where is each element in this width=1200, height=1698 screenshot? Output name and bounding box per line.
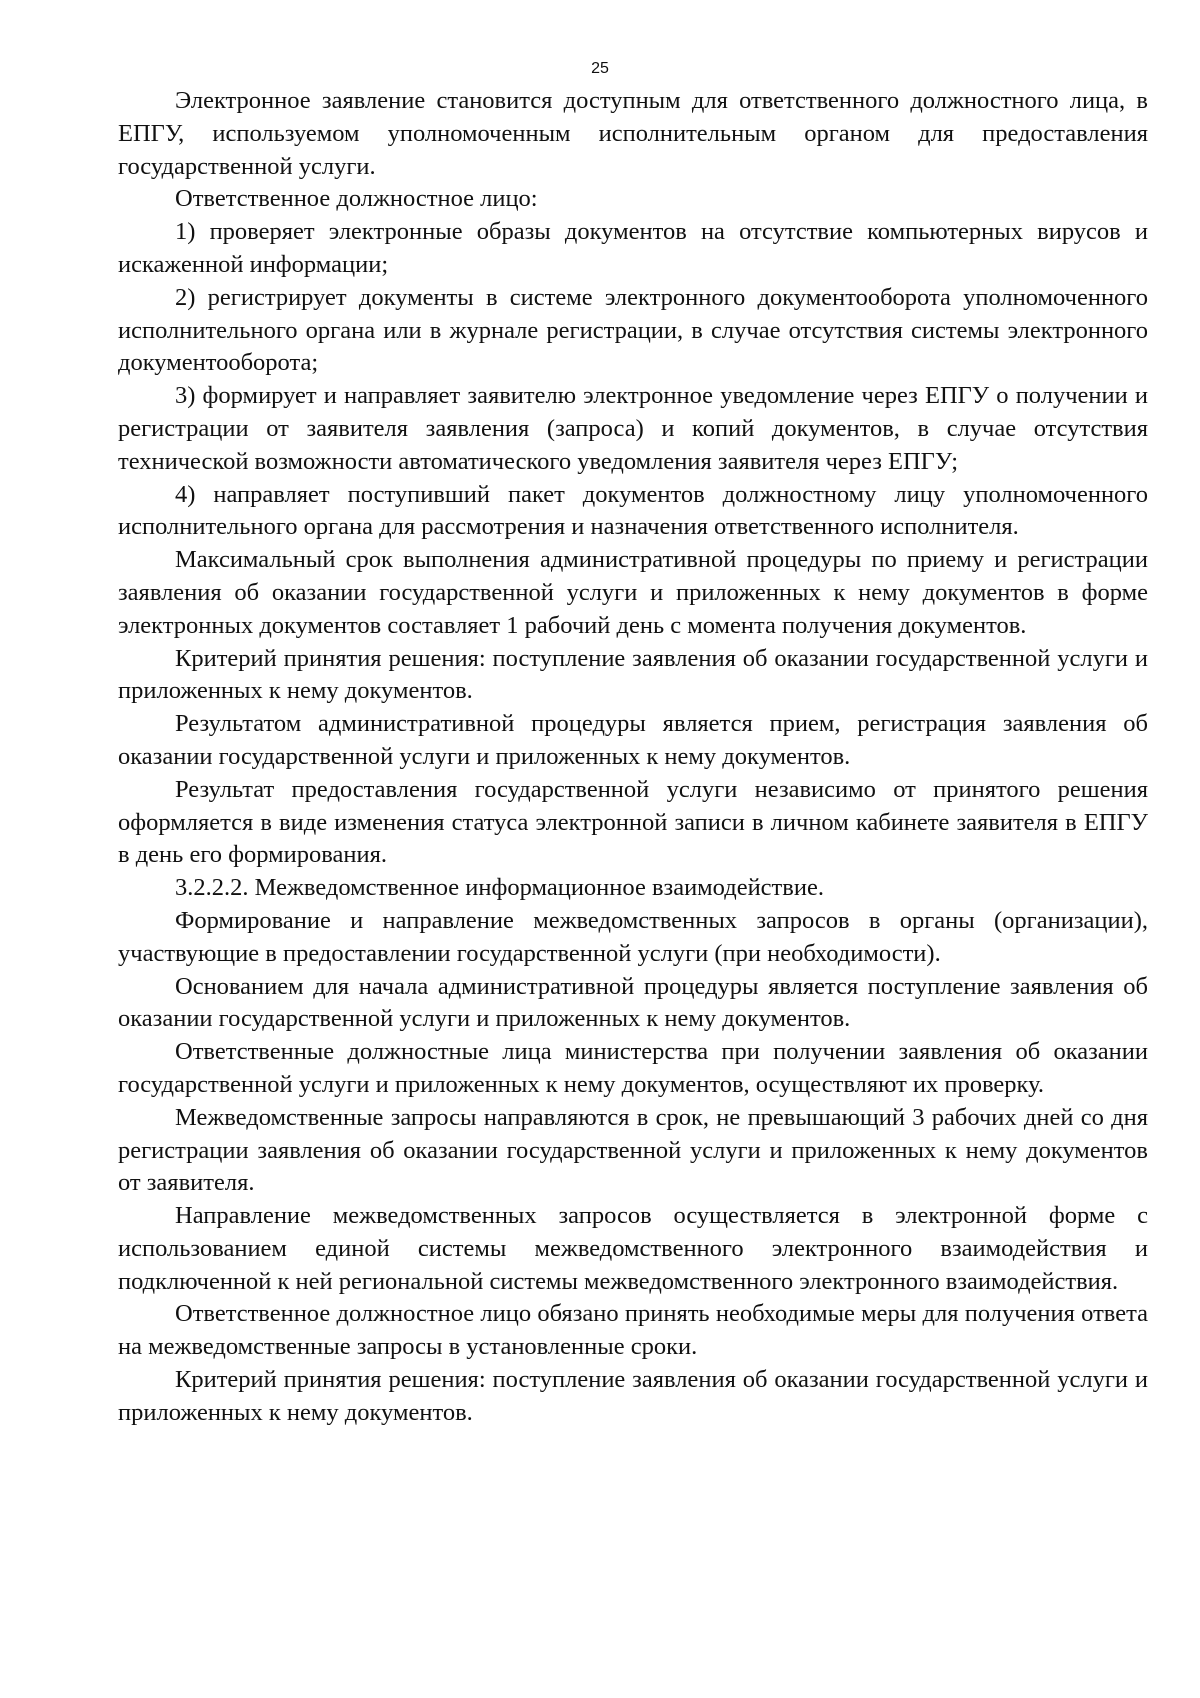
paragraph: Ответственные должностные лица министерства при получении заявления об оказании государственной услуги и приложенных к нему документов, осуществляют их проверку. — [118, 1038, 1148, 1098]
document-body — [118, 85, 1148, 1430]
paragraph: Ответственное должностное лицо обязано принять необходимые меры для получения ответа на межведомственные запросы в установленные сроки. — [118, 1300, 1148, 1361]
paragraph: 2) регистрирует документы в системе электронного документооборота уполномоченного исполнительного органа или в журнале регистрации, в случае отсутствия системы электронного документооборота; — [118, 283, 1148, 377]
paragraph: Ответственное должностное лицо: — [175, 185, 538, 213]
section-heading: 3.2.2.2. Межведомственное информационное взаимодействие. — [175, 874, 824, 902]
paragraph: Электронное заявление становится доступным для ответственного должностного лица, в ЕПГУ, используемом уполномоченным исполнительным органом для предоставления государственной услуги. — [118, 87, 1148, 180]
paragraph: 3) формирует и направляет заявителю электронное уведомление через ЕПГУ о получении и регистрации от заявителя заявления (запроса) и копий документов, в случае отсутствия технической возможности автоматического уведомления заявителя через ЕПГУ; — [118, 382, 1148, 475]
paragraph: Формирование и направление межведомственных запросов в органы (организации), участвующие в предоставлении государственной услуги (при необходимости). — [118, 906, 1148, 967]
paragraph: Результат предоставления государственной услуги независимо от принятого решения оформляется в виде изменения статуса электронной записи в личном кабинете заявителя в ЕПГУ в день его формирования. — [118, 775, 1148, 869]
paragraph: 4) направляет поступивший пакет документов должностному лицу уполномоченного исполнительного органа для рассмотрения и назначения ответственного исполнителя. — [118, 480, 1148, 541]
paragraph: Основанием для начала административной процедуры является поступление заявления об оказании государственной услуги и приложенных к нему документов. — [118, 972, 1148, 1033]
paragraph: 1) проверяет электронные образы документов на отсутствие компьютерных вирусов и искаженной информации; — [118, 218, 1148, 278]
page-number: 25 — [591, 60, 609, 77]
paragraph: Критерий принятия решения: поступление заявления об оказании государственной услуги и приложенных к нему документов. — [118, 1366, 1148, 1426]
paragraph: Межведомственные запросы направляются в срок, не превышающий 3 рабочих дней со дня регистрации заявления об оказании государственной услуги и приложенных к нему документов от заявителя. — [118, 1103, 1148, 1197]
paragraph: Критерий принятия решения: поступление заявления об оказании государственной услуги и приложенных к нему документов. — [118, 644, 1148, 705]
paragraph: Максимальный срок выполнения административной процедуры по приему и регистрации заявления об оказании государственной услуги и приложенных к нему документов в форме электронных документов составляет 1 рабочий день с момента получения документов. — [118, 546, 1148, 639]
paragraph: Результатом административной процедуры является прием, регистрация заявления об оказании государственной услуги и приложенных к нему документов. — [118, 710, 1148, 770]
paragraph: Направление межведомственных запросов осуществляется в электронной форме с использованием единой системы межведомственного электронного взаимодействия и подключенной к ней региональной системы межведомственного электронного взаимодействия. — [118, 1202, 1148, 1295]
